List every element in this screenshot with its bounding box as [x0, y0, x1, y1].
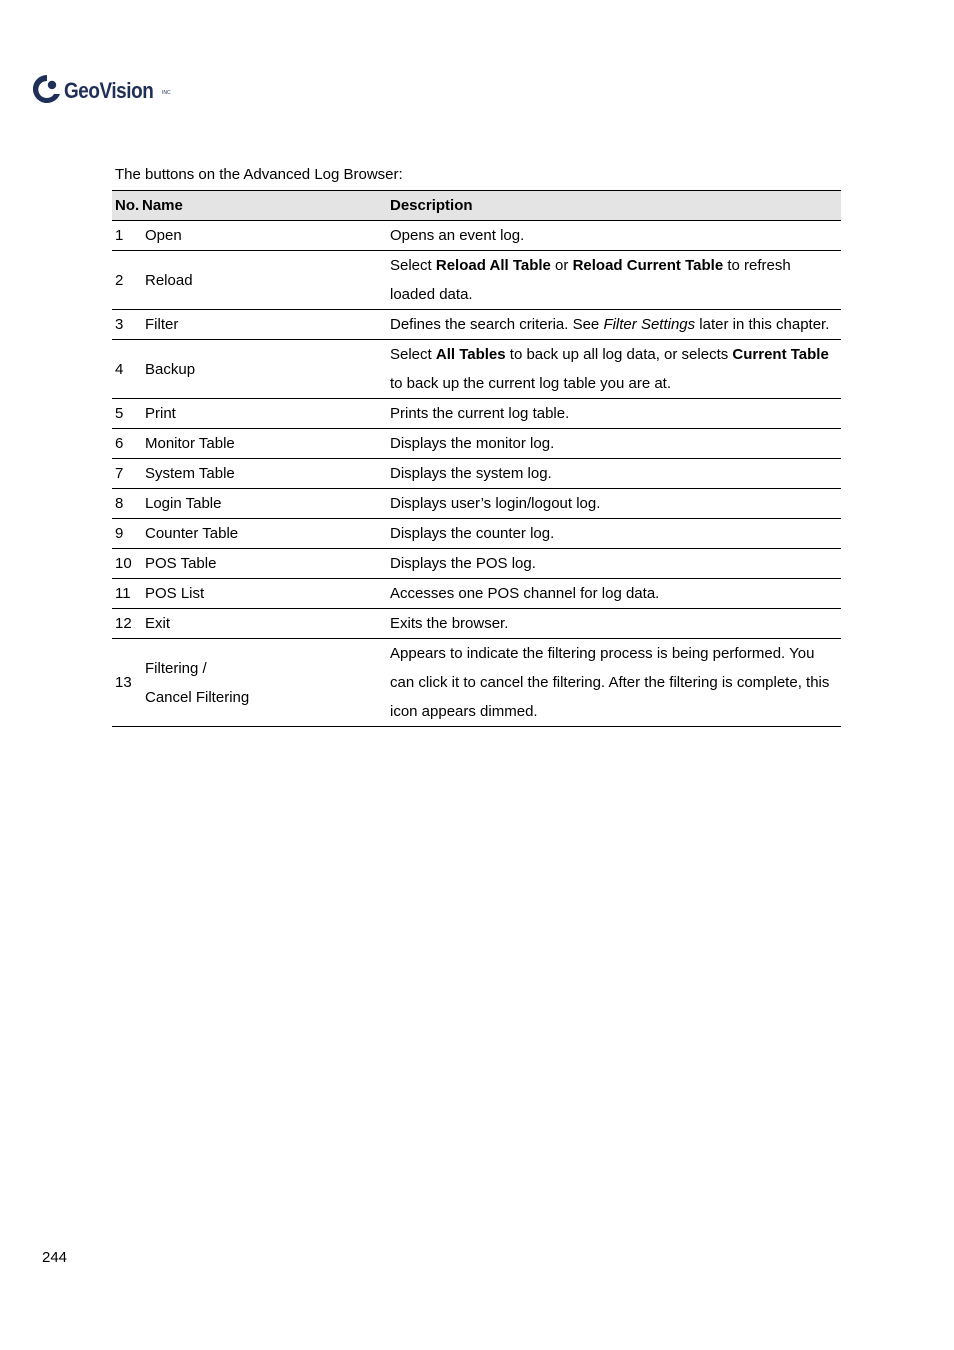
- row-description: [386, 519, 841, 549]
- description-text: Displays user’s login/logout log.: [390, 495, 601, 512]
- row-number: 5: [112, 399, 141, 429]
- header-description: Description: [386, 191, 841, 221]
- table-body: [112, 221, 841, 727]
- description-text: Defines the search criteria. See: [390, 316, 604, 333]
- row-description: [386, 549, 841, 579]
- row-description: [386, 221, 841, 251]
- description-text: Prints the current log table.: [390, 405, 570, 422]
- row-name: System Table: [141, 459, 386, 489]
- row-description: [386, 310, 841, 340]
- row-number: 7: [112, 459, 141, 489]
- table-row: [112, 459, 841, 489]
- bold-term: Reload All Table: [435, 257, 551, 274]
- row-name: POS List: [141, 579, 386, 609]
- header-name: Name: [141, 191, 386, 221]
- row-number: 3: [112, 310, 141, 340]
- row-description: [386, 399, 841, 429]
- description-text: Displays the POS log.: [390, 555, 536, 572]
- table-row: [112, 429, 841, 459]
- row-number: 12: [112, 609, 141, 639]
- table-row: [112, 639, 841, 727]
- row-description: [386, 609, 841, 639]
- geovision-logo: [30, 72, 170, 112]
- row-name: Print: [141, 399, 386, 429]
- row-number: 11: [112, 579, 141, 609]
- row-name: Open: [141, 221, 386, 251]
- table-row: [112, 549, 841, 579]
- row-name: POS Table: [141, 549, 386, 579]
- description-text: to refresh loaded data.: [390, 257, 791, 303]
- row-number: 8: [112, 489, 141, 519]
- page-number: 244: [42, 1249, 68, 1266]
- description-text: to back up the current log table you are at.: [390, 375, 672, 392]
- table-row: [112, 310, 841, 340]
- row-name: Filtering / Cancel Filtering: [141, 639, 386, 727]
- row-name: Counter Table: [141, 519, 386, 549]
- row-description: [386, 340, 841, 399]
- header-no: No.: [112, 191, 141, 221]
- description-text: Displays the monitor log.: [390, 435, 555, 452]
- table-row: [112, 579, 841, 609]
- description-text: later in this chapter.: [695, 316, 830, 333]
- row-number: 9: [112, 519, 141, 549]
- row-description: [386, 579, 841, 609]
- geovision-swirl-icon: [30, 72, 64, 108]
- brand-wordmark: GeoVision: [64, 78, 154, 103]
- row-description: [386, 251, 841, 310]
- table-header-row: [112, 191, 841, 221]
- description-text: Displays the counter log.: [390, 525, 555, 542]
- intro-text: The buttons on the Advanced Log Browser:: [115, 166, 403, 183]
- description-text: Exits the browser.: [390, 615, 509, 632]
- description-text: Select: [390, 257, 436, 274]
- description-text: Select: [390, 346, 436, 363]
- row-description: [386, 639, 841, 727]
- row-description: [386, 429, 841, 459]
- table-row: [112, 340, 841, 399]
- row-name: Login Table: [141, 489, 386, 519]
- table-row: [112, 251, 841, 310]
- table-row: [112, 221, 841, 251]
- description-text: Displays the system log.: [390, 465, 552, 482]
- row-description: [386, 489, 841, 519]
- table-row: [112, 489, 841, 519]
- row-number: 1: [112, 221, 141, 251]
- description-text: Accesses one POS channel for log data.: [390, 585, 660, 602]
- table-row: [112, 609, 841, 639]
- row-name: Filter: [141, 310, 386, 340]
- row-name: Backup: [141, 340, 386, 399]
- row-number: 4: [112, 340, 141, 399]
- row-name: Exit: [141, 609, 386, 639]
- row-name: Reload: [141, 251, 386, 310]
- table-row: [112, 519, 841, 549]
- row-number: 13: [112, 639, 141, 727]
- description-text: to back up all log data, or selects: [505, 346, 733, 363]
- bold-term: Reload Current Table: [572, 257, 724, 274]
- row-name: Monitor Table: [141, 429, 386, 459]
- bold-term: Current Table: [732, 346, 829, 363]
- row-description: [386, 459, 841, 489]
- row-number: 10: [112, 549, 141, 579]
- bold-term: All Tables: [435, 346, 506, 363]
- description-text: or: [550, 257, 573, 274]
- row-number: 2: [112, 251, 141, 310]
- italic-reference: Filter Settings: [603, 316, 696, 333]
- table-row: [112, 399, 841, 429]
- row-number: 6: [112, 429, 141, 459]
- description-text: Opens an event log.: [390, 227, 525, 244]
- brand-tm: INC: [162, 90, 171, 96]
- buttons-table: [112, 190, 841, 727]
- description-text: Appears to indicate the filtering process is being performed. You can click it to cancel the filtering. After the filtering is complete, this icon appears dimmed.: [390, 645, 830, 720]
